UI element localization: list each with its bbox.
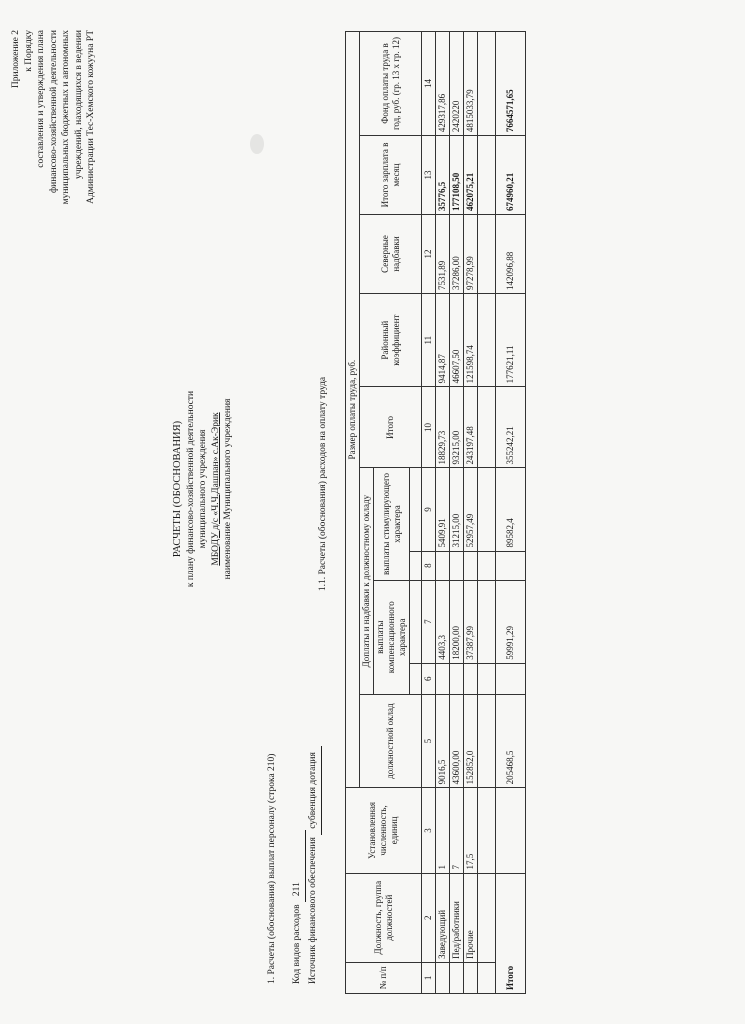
cell-northern: 7531,89 [436,215,450,294]
column-number-row [422,32,436,994]
cell-monthly: 35776,5 [436,136,450,215]
header-monthly: Итого зарплата в месяц [360,136,422,215]
cell-monthly: 462075,21 [464,136,478,215]
section-heading: 1. Расчеты (обоснования) выплат персоналу (строка 210) [267,753,277,984]
header-position: Должность, группа должностей [346,873,422,962]
header-empty [410,551,422,580]
cell-c7: 18200,00 [450,580,464,663]
cell-c9: 31215,00 [450,468,464,551]
appendix-line: Администрации Тес-Хемского кожууна РТ [86,30,96,204]
totals-c6 [496,663,526,694]
col-number: 2 [422,873,436,962]
cell-c8 [450,551,464,580]
cell-c9: 52957,49 [464,468,478,551]
cell-district: 9414,87 [436,293,450,386]
appendix-line: муниципальных бюджетных и автономных [61,30,71,205]
cell-staff: 17,5 [464,788,478,873]
totals-district: 177621,11 [496,293,526,386]
totals-annual: 7664571,65 [496,32,526,136]
code-label: Код видов расходов [292,904,302,984]
appendix-line: учреждений, находящихся в ведении [73,30,84,179]
col-number: 5 [422,694,436,787]
totals-c9: 89582,4 [496,468,526,551]
cell-num [436,962,450,993]
cell-annual: 4815033,79 [464,32,478,136]
cell-total: 243197,48 [464,387,478,468]
institution-name: МБОДУ д/с «Ч.Ч.Дашпан» с.Ак-Эрик [210,412,221,566]
header-district: Районный коэффициент [360,293,422,386]
cell-c6 [450,663,464,694]
cell-num [450,962,464,993]
institution-caption: наименование Муниципального учреждения [223,398,233,580]
col-number: 12 [422,215,436,294]
cell-monthly: 177108,50 [450,136,464,215]
cell-district: 46607,50 [450,293,464,386]
cell-northern: 97278,99 [464,215,478,294]
appendix-note [10,30,98,320]
col-number: 9 [422,468,436,551]
cell-position: Пед/работники [450,873,464,962]
cell-position: Прочие [464,873,478,962]
col-number: 7 [422,580,436,663]
col-number: 13 [422,136,436,215]
col-number: 3 [422,788,436,873]
cell-annual: 2420220 [450,32,464,136]
cell-c8 [464,551,478,580]
cell-c7: 4403,3 [436,580,450,663]
header-staff: Установленная численность, единиц [346,788,422,873]
code-value: 211 [290,830,306,902]
source-label: Источник финансового обеспечения [308,837,318,984]
col-number: 1 [422,962,436,993]
col-number: 14 [422,32,436,136]
cell-salary: 43600,00 [450,694,464,787]
salary-table [345,31,526,994]
header-northern: Северные надбавки [360,215,422,294]
source-value: субвенция дотация [306,746,322,835]
scan-smudge [250,134,264,154]
cell-total: 93215,00 [450,387,464,468]
document-title [172,254,235,724]
col-number: 6 [422,663,436,694]
table-row [436,32,450,994]
col-number: 11 [422,293,436,386]
cell-c9: 5409,91 [436,468,450,551]
header-row [346,32,360,994]
totals-monthly: 674960,21 [496,136,526,215]
cell-staff: 7 [450,788,464,873]
cell-northern: 37286,00 [450,215,464,294]
cell-position: Заведующий [436,873,450,962]
appendix-line: к Порядку [23,30,34,72]
totals-c7: 59991,29 [496,580,526,663]
header-pay-size: Размер оплаты труда, руб. [346,32,360,788]
cell-c8 [436,551,450,580]
expense-info [265,584,322,984]
title-line: к плану финансово-хозяйственной деятельности [185,390,196,588]
header-incentive: выплаты стимулирующего характера [374,468,410,580]
totals-salary: 205468,5 [496,694,526,787]
appendix-line: составления и утверждения плана [36,30,46,168]
header-compensation: выплаты компенсационного характера [374,580,410,694]
header-annual: Фонд оплаты труда в год, руб. (гр. 13 х гр. 12) [360,32,422,136]
title-line: муниципального учреждения [198,429,208,549]
cell-staff: 1 [436,788,450,873]
cell-district: 121598,74 [464,293,478,386]
header-salary: должностной оклад [360,694,422,787]
header-allowances: Доплаты и надбавки к должностному окладу [360,468,374,694]
totals-row [496,32,526,994]
header-num: № п/п [346,962,422,993]
totals-staff [496,788,526,873]
cell-c7: 37387,99 [464,580,478,663]
cell-salary: 152852,0 [464,694,478,787]
table-subtitle: 1.1. Расчеты (обоснования) расходов на оплату труда [318,376,328,592]
empty-row [478,32,496,994]
header-empty [410,468,422,551]
cell-c6 [464,663,478,694]
appendix-line: финансово-хозяйственной деятельности [48,30,59,194]
header-total: Итого [360,387,422,468]
title-line: РАСЧЕТЫ (ОБОСНОВАНИЯ) [172,420,183,558]
header-empty [410,580,422,663]
totals-total: 355242,21 [496,387,526,468]
col-number: 8 [422,551,436,580]
cell-annual: 429317,86 [436,32,450,136]
table-row [450,32,464,994]
totals-label: Итого [496,873,526,993]
cell-salary: 9016,5 [436,694,450,787]
header-empty [410,663,422,694]
totals-northern: 142096,88 [496,215,526,294]
cell-total: 18829,73 [436,387,450,468]
totals-c8 [496,551,526,580]
appendix-line: Приложение 2 [11,30,21,89]
code-row [290,584,306,984]
table-row [464,32,478,994]
cell-c6 [436,663,450,694]
col-number: 10 [422,387,436,468]
cell-num [464,962,478,993]
